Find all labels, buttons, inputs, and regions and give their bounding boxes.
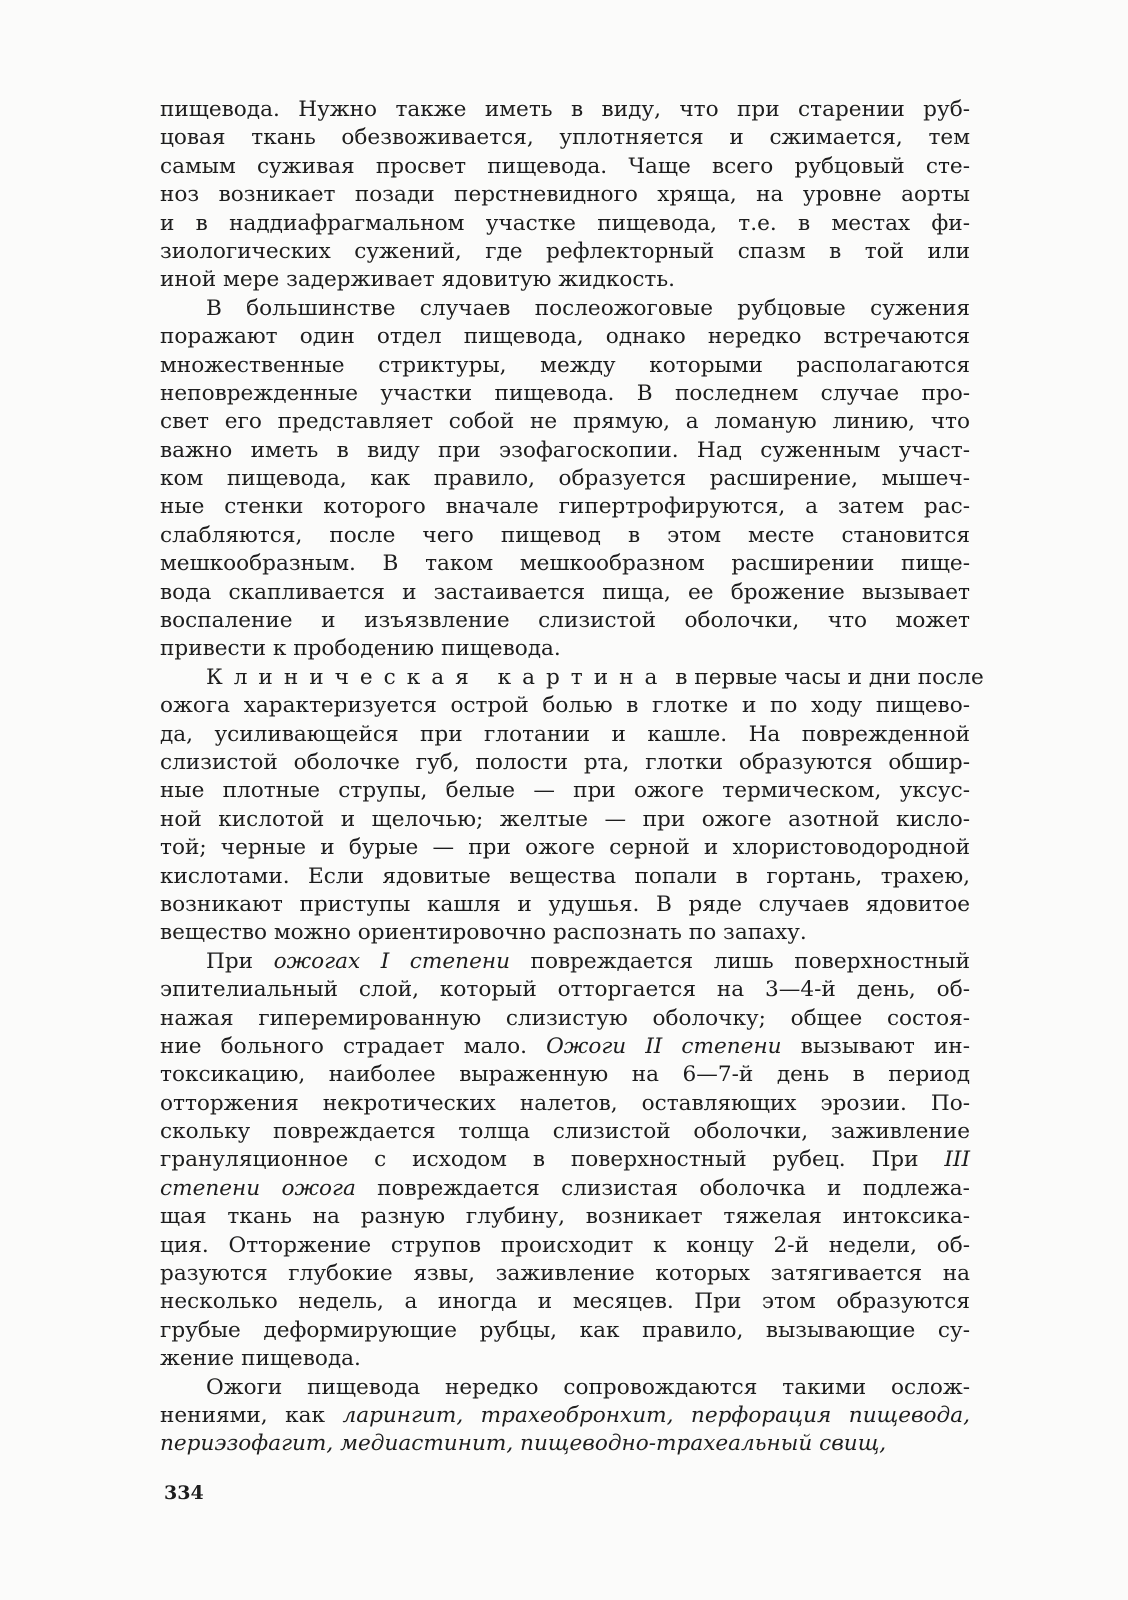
text-line bbox=[160, 295, 970, 323]
paragraph bbox=[160, 664, 984, 948]
text-line bbox=[160, 891, 970, 919]
text-run: вызывают ин- bbox=[781, 1033, 970, 1059]
text-run: и в наддиафрагмальном участке пищевода, т.е. в местах фи- bbox=[160, 210, 970, 236]
text-run: вода скапливается и застаивается пища, ее брожение вызывает bbox=[160, 579, 970, 605]
text-line bbox=[160, 1232, 970, 1260]
text-run: ные стенки которого вначале гипертрофируются, а затем рас- bbox=[160, 494, 970, 520]
text-line bbox=[160, 323, 970, 351]
text-line bbox=[160, 1061, 970, 1089]
text-run: ожога характеризуется острой болью в глотке и по ходу пищево- bbox=[160, 693, 970, 719]
text-line bbox=[160, 1005, 970, 1033]
spaced-heading: Клиническая картина bbox=[206, 664, 669, 690]
page-number: 334 bbox=[164, 1482, 204, 1504]
text-line bbox=[160, 777, 970, 805]
text-run: ные плотные струпы, белые — при ожоге термическом, уксус- bbox=[160, 778, 970, 804]
text-line bbox=[160, 210, 970, 238]
text-line bbox=[160, 1203, 970, 1231]
text-line bbox=[160, 238, 970, 266]
text-line bbox=[160, 465, 970, 493]
text-line bbox=[160, 1374, 970, 1402]
paragraph bbox=[160, 1374, 970, 1459]
text-line bbox=[160, 806, 970, 834]
text-line bbox=[160, 1146, 970, 1174]
text-run: ной кислотой и щелочью; желтые — при ожоге азотной кисло- bbox=[160, 806, 970, 832]
text-line bbox=[160, 408, 970, 436]
text-line bbox=[160, 380, 970, 408]
text-line bbox=[160, 692, 970, 720]
text-run: несколько недель, а иногда и месяцев. При этом образуются bbox=[160, 1289, 970, 1315]
text-line bbox=[160, 607, 970, 635]
italic-term: периэзофагит, медиастинит, пищеводно-трахеальный свищ, bbox=[160, 1431, 887, 1457]
text-run: скольку повреждается толща слизистой оболочки, заживление bbox=[160, 1119, 970, 1145]
text-run: жение пищевода. bbox=[160, 1346, 361, 1372]
text-run: важно иметь в виду при эзофагоскопии. Над суженным участ- bbox=[160, 437, 970, 463]
text-run: нениями, как bbox=[160, 1402, 343, 1428]
text-run: кислотами. Если ядовитые вещества попали в гортань, трахею, bbox=[160, 863, 970, 889]
text-line bbox=[160, 1260, 970, 1288]
text-line bbox=[160, 1118, 970, 1146]
text-run: разуются глубокие язвы, заживление которых затягивается на bbox=[160, 1261, 970, 1287]
paragraph bbox=[160, 948, 970, 1374]
text-run: токсикацию, наиболее выраженную на 6—7-й день в период bbox=[160, 1062, 970, 1088]
text-run: да, усиливающейся при глотании и кашле. На поврежденной bbox=[160, 721, 970, 747]
text-run: иной мере задерживает ядовитую жидкость. bbox=[160, 267, 676, 293]
text-run: грубые деформирующие рубцы, как правило, вызывающие су- bbox=[160, 1317, 970, 1343]
text-line bbox=[160, 181, 970, 209]
italic-term: ожогах I степени bbox=[273, 948, 510, 974]
text-line bbox=[160, 579, 970, 607]
text-run: ноз возникает позади перстневидного хряща, на уровне аорты bbox=[160, 182, 970, 208]
italic-term: III bbox=[944, 1147, 970, 1173]
text-run: слабляются, после чего пищевод в этом месте становится bbox=[160, 522, 970, 548]
text-line bbox=[160, 664, 984, 692]
text-run: щая ткань на разную глубину, возникает тяжелая интоксика- bbox=[160, 1204, 970, 1230]
body-text bbox=[160, 96, 984, 1459]
text-run: нажая гиперемированную слизистую оболочку; общее состоя- bbox=[160, 1005, 970, 1031]
text-line bbox=[160, 834, 970, 862]
text-run: грануляционное с исходом в поверхностный рубец. При bbox=[160, 1147, 945, 1173]
text-run: эпителиальный слой, который отторгается на 3—4-й день, об- bbox=[160, 977, 970, 1003]
text-run: привести к прободению пищевода. bbox=[160, 636, 561, 662]
text-run: слизистой оболочке губ, полости рта, глотки образуются обшир- bbox=[160, 749, 970, 775]
text-run: в первые часы и дни после bbox=[668, 664, 984, 690]
text-run: неповрежденные участки пищевода. В последнем случае про- bbox=[160, 380, 970, 406]
text-line bbox=[160, 1175, 970, 1203]
text-run: мешкообразным. В таком мешкообразном расширении пище- bbox=[160, 551, 970, 577]
text-line bbox=[160, 1345, 970, 1373]
text-run: ком пищевода, как правило, образуется расширение, мышеч- bbox=[160, 466, 970, 492]
text-run: В большинстве случаев послеожоговые рубцовые сужения bbox=[206, 295, 970, 321]
text-line bbox=[160, 352, 970, 380]
italic-term: ларингит, трахеобронхит, перфорация пищевода, bbox=[342, 1402, 970, 1428]
text-line bbox=[160, 1288, 970, 1316]
italic-term: Ожоги II степени bbox=[546, 1033, 782, 1059]
text-run: отторжения некротических налетов, оставляющих эрозии. По- bbox=[160, 1090, 970, 1116]
text-line bbox=[160, 1090, 970, 1118]
text-run: Ожоги пищевода нередко сопровождаются такими ослож- bbox=[206, 1374, 970, 1400]
paragraph bbox=[160, 295, 970, 664]
text-line bbox=[160, 124, 970, 152]
text-line bbox=[160, 550, 970, 578]
text-run: ция. Отторжение струпов происходит к концу 2-й недели, об- bbox=[160, 1232, 970, 1258]
text-run: При bbox=[206, 948, 274, 974]
text-line bbox=[160, 635, 970, 663]
text-line bbox=[160, 1430, 970, 1458]
text-line bbox=[160, 493, 970, 521]
italic-term: степени ожога bbox=[160, 1175, 356, 1201]
text-run: той; черные и бурые — при ожоге серной и хлористоводородной bbox=[160, 835, 970, 861]
text-run: поражают один отдел пищевода, однако нередко встречаются bbox=[160, 324, 970, 350]
text-run: вещество можно ориентировочно распознать по запаху. bbox=[160, 920, 807, 946]
text-line bbox=[160, 437, 970, 465]
text-line bbox=[160, 948, 970, 976]
text-line bbox=[160, 1402, 970, 1430]
text-run: возникают приступы кашля и удушья. В ряде случаев ядовитое bbox=[160, 891, 970, 917]
text-run: ние больного страдает мало. bbox=[160, 1033, 547, 1059]
text-run: свет его представляет собой не прямую, а ломаную линию, что bbox=[160, 409, 970, 435]
text-run: зиологических сужений, где рефлекторный спазм в той или bbox=[160, 238, 970, 264]
text-line bbox=[160, 863, 970, 891]
text-line bbox=[160, 153, 970, 181]
text-line bbox=[160, 1317, 970, 1345]
text-run: множественные стриктуры, между которыми располагаются bbox=[160, 352, 970, 378]
text-run: пищевода. Нужно также иметь в виду, что при старении руб- bbox=[160, 97, 970, 122]
text-run: воспаление и изъязвление слизистой оболочки, что может bbox=[160, 608, 970, 634]
text-line bbox=[160, 522, 970, 550]
text-line bbox=[160, 721, 970, 749]
text-line bbox=[160, 976, 970, 1004]
text-line bbox=[160, 749, 970, 777]
text-line bbox=[160, 96, 970, 124]
paragraph bbox=[160, 96, 970, 295]
text-run: повреждается слизистая оболочка и подлежа- bbox=[355, 1175, 970, 1201]
text-run: самым суживая просвет пищевода. Чаще всего рубцовый сте- bbox=[160, 153, 970, 179]
text-line bbox=[160, 919, 970, 947]
text-line bbox=[160, 266, 970, 294]
text-run: повреждается лишь поверхностный bbox=[509, 948, 970, 974]
text-line bbox=[160, 1033, 970, 1061]
text-run: цовая ткань обезвоживается, уплотняется и сжимается, тем bbox=[160, 125, 970, 151]
